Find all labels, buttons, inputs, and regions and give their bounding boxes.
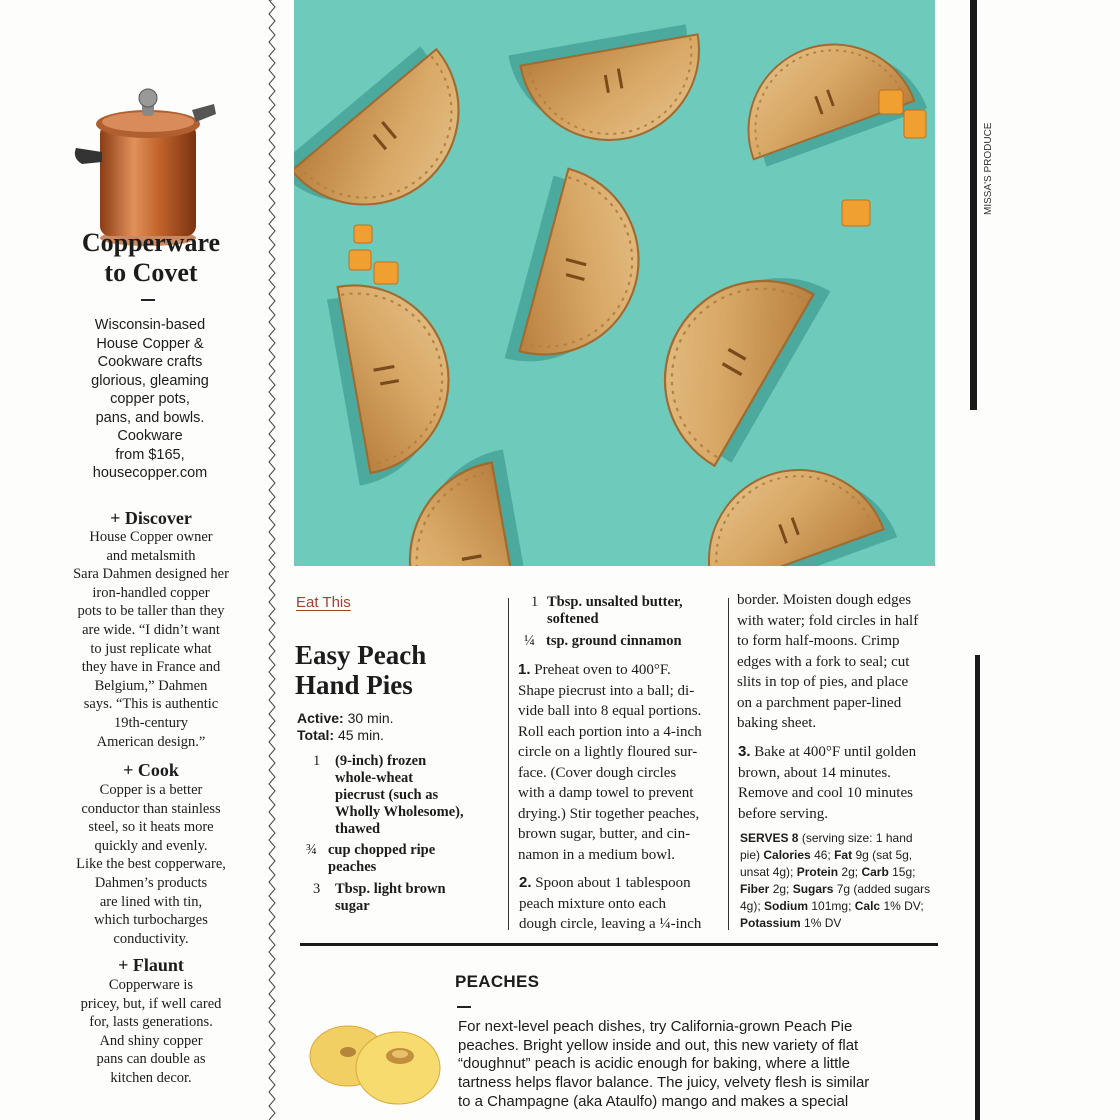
section-label: Eat This bbox=[296, 594, 351, 611]
flaunt-heading: + Flaunt bbox=[118, 955, 184, 975]
peaches-title: PEACHES bbox=[455, 972, 540, 991]
column-divider bbox=[508, 598, 509, 930]
peaches-divider bbox=[457, 1006, 471, 1008]
edge-bar bbox=[970, 0, 977, 410]
recipe-title: Easy Peach Hand Pies bbox=[295, 640, 427, 700]
cook-heading: + Cook bbox=[123, 760, 179, 780]
nutrition-info: SERVES 8 (serving size: 1 hand pie) Calories 46; Fat 9g (sat 5g, unsat 4g); Protein 2g; Carb 15g; Fiber 2g; Sugars 7g (added sugars 4g); Sodium 101mg; Calc 1% DV; Potassium 1% DV bbox=[740, 831, 931, 930]
hand-pies-photo bbox=[294, 0, 935, 566]
sidebar-intro: Wisconsin-based House Copper & Cookware crafts glorious, gleaming copper pots, pans, and bowls. Cookware from $165, housecopper.com bbox=[91, 317, 209, 481]
peach-image bbox=[300, 1012, 450, 1112]
discover-heading: + Discover bbox=[110, 508, 192, 528]
title-divider bbox=[141, 299, 155, 301]
discover-text: House Copper owner and metalsmith Sara Dahmen designed her iron-handled copper pots to be taller than they are wide. “I didn’t want to just replicate what they have in France and Belgium,” Dahmen says. “This is authentic 19th-century American design.” bbox=[73, 529, 229, 750]
edge-bar bbox=[975, 655, 980, 1120]
sidebar-title: Copperware to Covet bbox=[81, 228, 221, 287]
section-rule bbox=[300, 943, 938, 946]
step-2-continued: border. Moisten dough edges with water; fold circles in half to form half-moons. Crimp edges with a fork to seal; cut slits in top of pies, and place on a parchment paper-lined baking sheet. bbox=[737, 592, 919, 731]
recipe-times: Active: 30 min. Total: 45 min. bbox=[297, 710, 394, 743]
sidebar bbox=[40, 40, 262, 1120]
column-divider bbox=[728, 598, 729, 930]
flaunt-text: Copperware is pricey, but, if well cared for, lasts generations. And shiny copper pans can double as kitchen decor. bbox=[80, 977, 222, 1086]
cook-text: Copper is a better conductor than stainless steel, so it heats more quickly and evenly. Like the best copperware, Dahmen’s products are lined with tin, which turbocharges conductivity. bbox=[76, 782, 226, 947]
peaches-text: For next-level peach dishes, try California-grown Peach Pie peaches. Bright yellow inside and out, this new variety of flat “doughnut” peach is acidic enough for baking, where a little tartness helps flavor balance. The juicy, velvety flesh is similar to a Champagne (aka Ataulfo) mango and makes a special bbox=[458, 1018, 870, 1110]
perforated-divider bbox=[262, 0, 282, 1120]
step-2: 2. Spoon about 1 tablespoon peach mixture onto each dough circle, leaving a ¼-inch bbox=[519, 874, 702, 932]
step-3: 3. Bake at 400°F until golden brown, about 14 minutes. Remove and cool 10 minutes before serving. bbox=[738, 743, 917, 822]
edge-caption: MISSA'S PRODUCE bbox=[983, 122, 994, 215]
step-1: 1. Preheat oven to 400°F. Shape piecrust into a ball; di- vide ball into 8 equal portions. Roll each portion into a 4-inch circle on a lightly floured sur- face. (Cover dough circles with a damp towel to prevent drying.) Stir together peaches, brown sugar, butter, and cin- namon in a medium bowl. bbox=[518, 661, 702, 863]
